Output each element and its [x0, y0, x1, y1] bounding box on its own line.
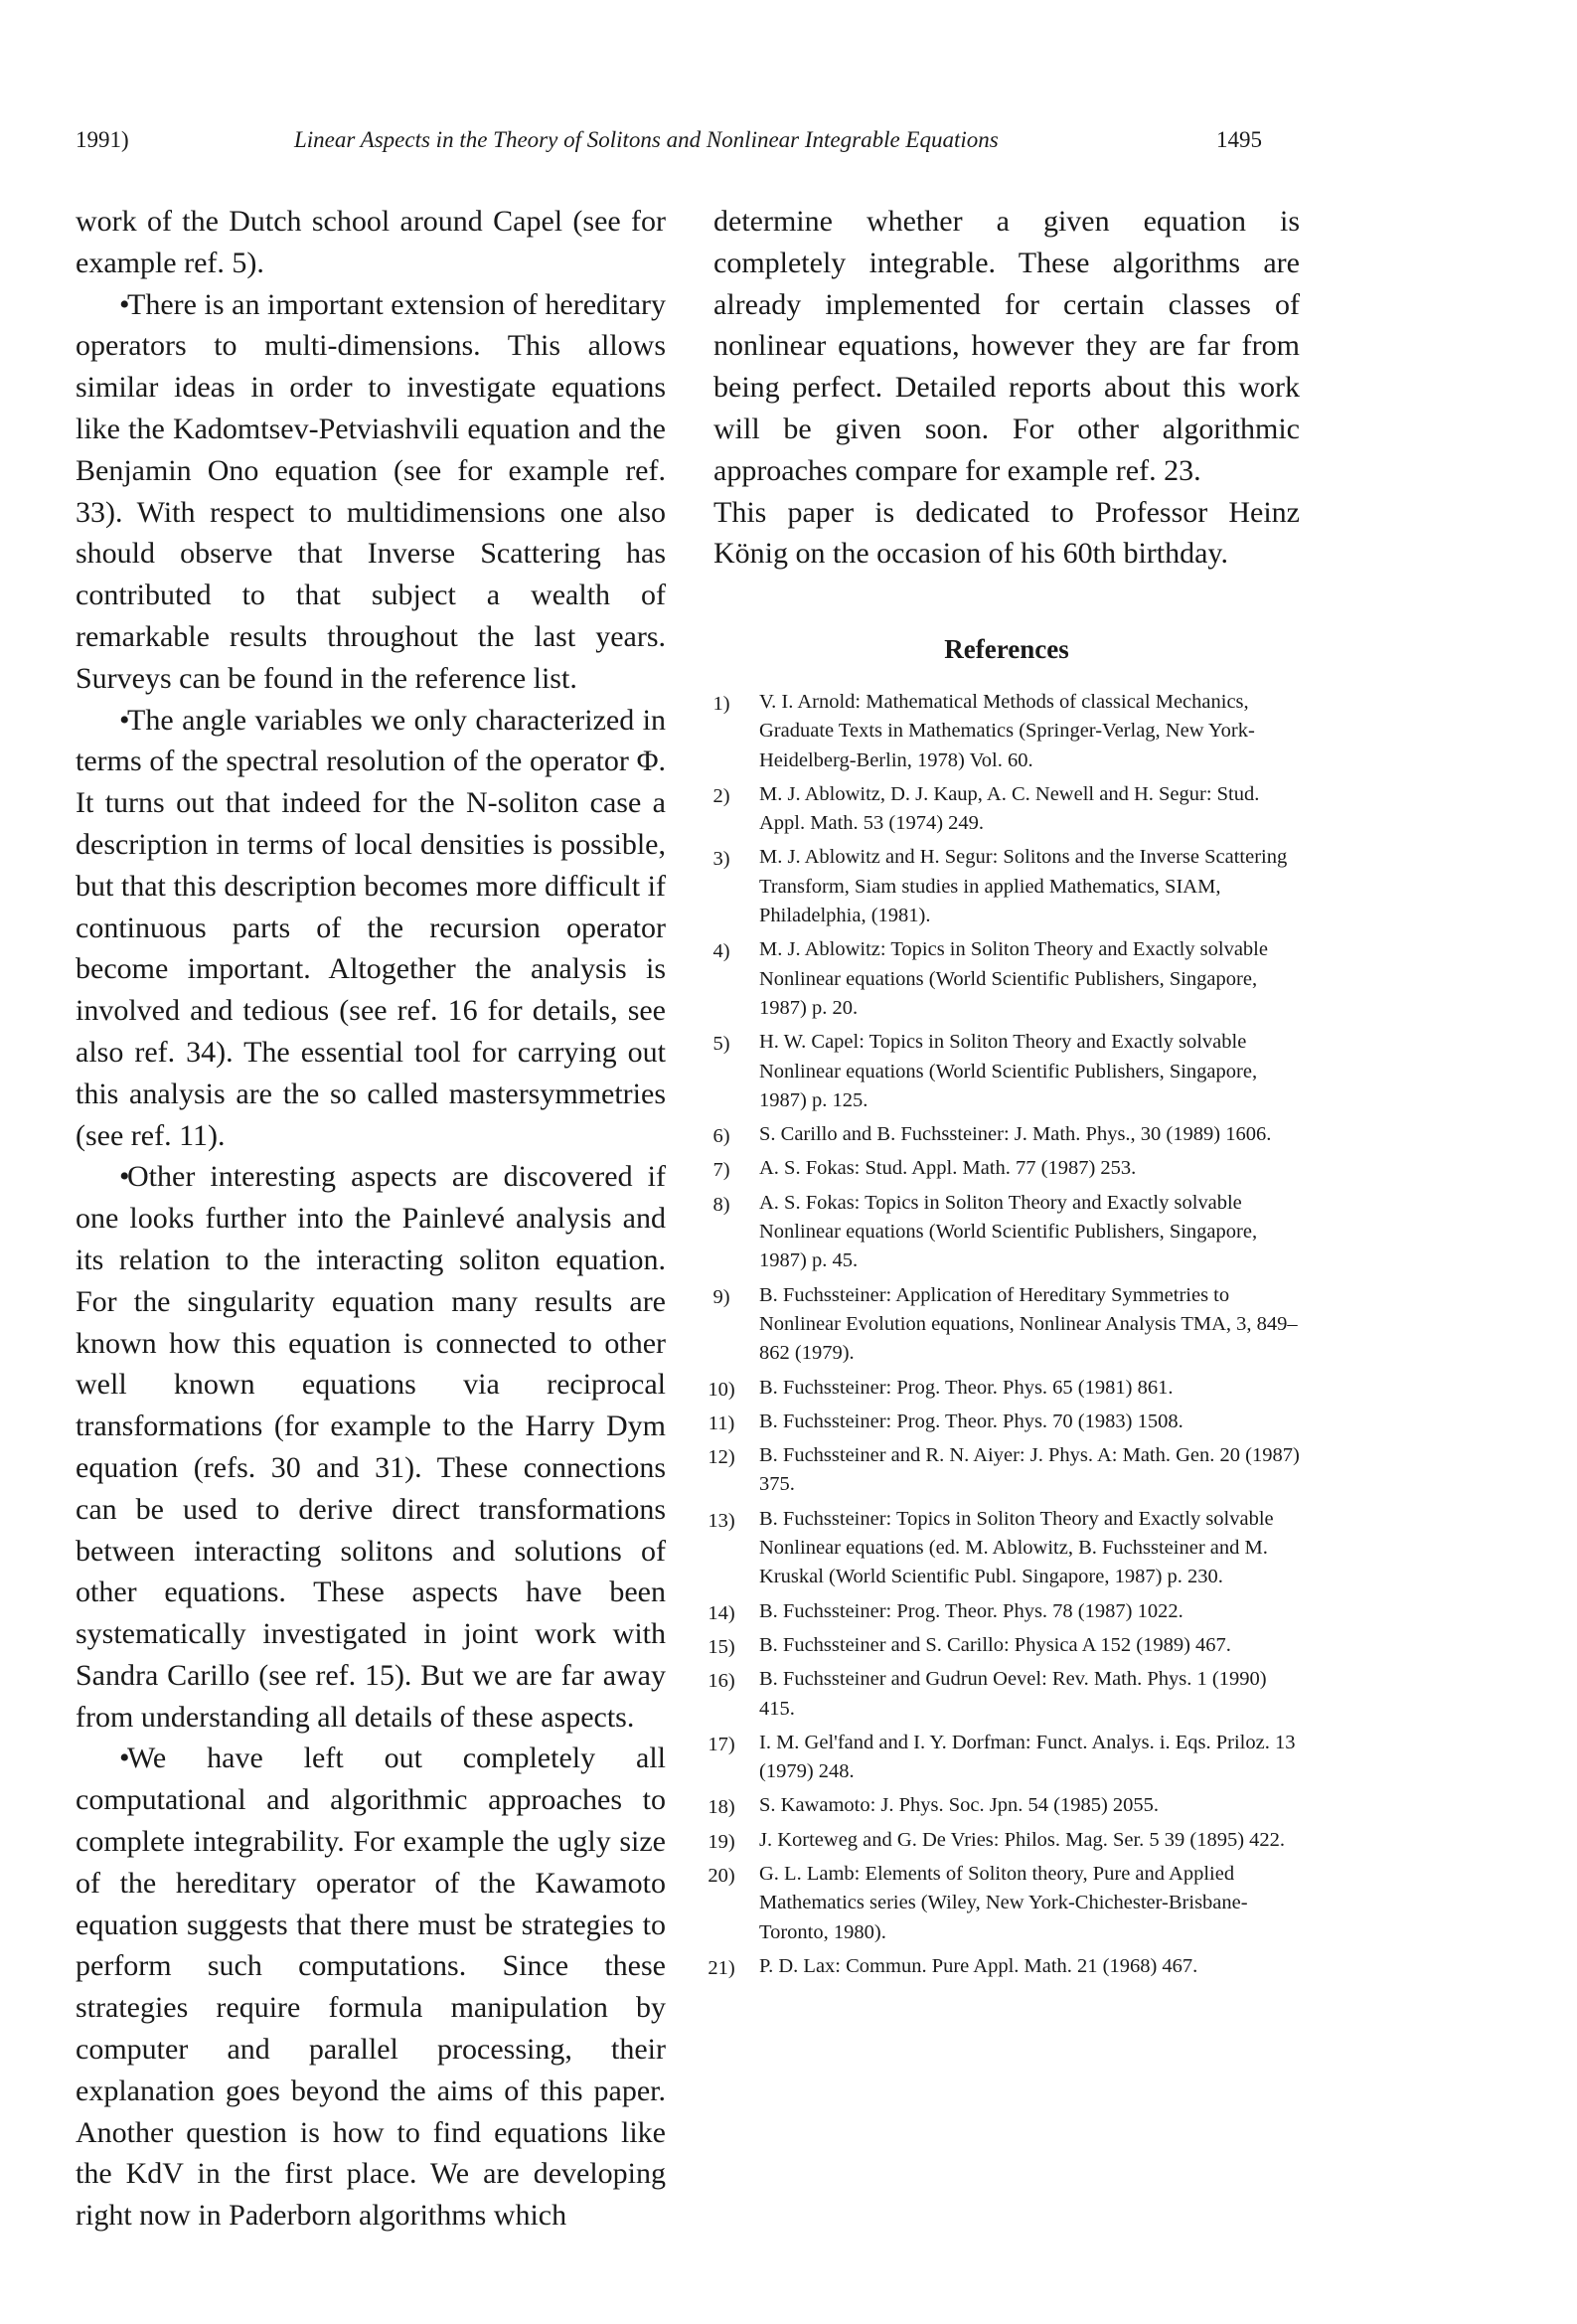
reference-item [702, 843, 1302, 930]
reference-item [702, 1860, 1302, 1947]
reference-number: 10) [708, 1378, 735, 1401]
paragraph-text: Other interesting aspects are discovered if one looks further into the Painlevé analysis and its relation to the interacting soliton equation. For the singularity equation many results are known how this equation is connected to other well known equations via reciprocal transformations (for example to the Harry Dym equation (refs. 30 and 31). These connections can be used to derive direct transformations between interacting solitons and solutions of other equations. These aspects have been systematically investigated in joint work with Sandra Carillo (see ref. 15). But we are far away from understanding all details of these aspects. [76, 1160, 666, 1734]
running-header [76, 127, 1298, 167]
reference-number: 8) [712, 1193, 730, 1216]
reference-number: 6) [712, 1125, 730, 1148]
reference-item [702, 1154, 1302, 1183]
reference-number: 2) [712, 784, 730, 807]
left-column [76, 201, 666, 2237]
reference-text: J. Korteweg and G. De Vries: Philos. Mag. Ser. 5 39 (1895) 422. [759, 1828, 1286, 1851]
reference-number: 19) [708, 1830, 735, 1853]
reference-item [702, 780, 1302, 839]
reference-number: 20) [708, 1864, 735, 1887]
reference-text: H. W. Capel: Topics in Soliton Theory and Exactly solvable Nonlinear equations (World Scientific Publishers, Singapore, 1987) p. 125. [759, 1031, 1258, 1111]
reference-text: S. Carillo and B. Fuchssteiner: J. Math. Phys., 30 (1989) 1606. [759, 1123, 1272, 1146]
reference-text: B. Fuchssteiner: Prog. Theor. Phys. 78 (1987) 1022. [759, 1599, 1183, 1622]
reference-number: 17) [708, 1733, 735, 1755]
reference-text: A. S. Fokas: Topics in Soliton Theory and Exactly solvable Nonlinear equations (World Scientific Publishers, Singapore, 1987) p. 45. [759, 1191, 1258, 1272]
reference-number: 12) [708, 1446, 735, 1469]
reference-text: M. J. Ablowitz: Topics in Soliton Theory and Exactly solvable Nonlinear equations (World Scientific Publishers, Singapore, 1987) p. 20. [759, 938, 1268, 1019]
reference-text: M. J. Ablowitz and H. Segur: Solitons and the Inverse Scattering Transform, Siam studies in applied Mathematics, SIAM, Philadelphia, (1981). [759, 846, 1288, 927]
references-heading: References [944, 634, 1069, 664]
reference-number: 14) [708, 1601, 735, 1624]
reference-text: B. Fuchssteiner: Prog. Theor. Phys. 70 (1983) 1508. [759, 1410, 1183, 1432]
bullet-icon: • [119, 287, 130, 321]
header-year: 1991) [76, 127, 129, 152]
reference-text: V. I. Arnold: Mathematical Methods of classical Mechanics, Graduate Texts in Mathematics (Springer-Verlag, New York-Heidelberg-Berlin, 1978) Vol. 60. [759, 691, 1255, 771]
paragraph-text: There is an important extension of hereditary operators to multi-dimensions. This allows similar ideas in order to investigate equations like the Kadomtsev-Petviashvili equation and the Benjamin Ono equation (see for example ref. 33). With respect to multidimensions one also should observe that Inverse Scattering has contributed to that subject a wealth of remarkable results throughout the last years. Surveys can be found in the reference list. [76, 287, 666, 695]
reference-number: 1) [712, 693, 730, 715]
reference-text: I. M. Gel'fand and I. Y. Dorfman: Funct. Analys. i. Eqs. Priloz. 13 (1979) 248. [759, 1731, 1296, 1783]
reference-item [702, 1120, 1302, 1149]
reference-item [702, 688, 1302, 775]
reference-item [702, 1791, 1302, 1820]
paragraph: determine whether a given equation is completely integrable. These algorithms are already implemented for certain classes of nonlinear equations, however they are far from being perfect. Detailed reports about this work will be given soon. For other algorithmic approaches compare for example ref. 23. [713, 205, 1300, 487]
reference-text: B. Fuchssteiner: Topics in Soliton Theory and Exactly solvable Nonlinear equations (ed. M. Ablowitz, B. Fuchssteiner and M. Kruskal (World Scientific Publ. Singapore, 1987) p. 230. [759, 1507, 1274, 1588]
paragraph: work of the Dutch school around Capel (see for example ref. 5). [76, 205, 666, 279]
reference-item [702, 1408, 1302, 1436]
reference-text: B. Fuchssteiner: Prog. Theor. Phys. 65 (1981) 861. [759, 1376, 1174, 1399]
reference-text: A. S. Fokas: Stud. Appl. Math. 77 (1987) 253. [759, 1157, 1137, 1180]
bullet-paragraph [76, 700, 666, 1157]
reference-text: B. Fuchssteiner and S. Carillo: Physica A 152 (1989) 467. [759, 1633, 1231, 1656]
page-number: 1495 [1216, 127, 1262, 152]
bullet-icon: • [119, 1742, 130, 1775]
reference-number: 15) [708, 1635, 735, 1658]
reference-item [702, 1729, 1302, 1787]
bullet-paragraph [76, 1738, 666, 2237]
reference-item [702, 1826, 1302, 1855]
paragraph-text: The angle variables we only characterized in terms of the spectral resolution of the operator Φ. It turns out that indeed for the N-soliton case a description in terms of local densities is possible, but that this description becomes more difficult if continuous parts of the recursion operator become important. Altogether the analysis is involved and tedious (see ref. 16 for details, see also ref. 34). The essential tool for carrying out this analysis are the so called mastersymmetries (see ref. 11). [76, 703, 666, 1152]
reference-item [702, 1374, 1302, 1403]
reference-item [702, 1952, 1302, 1981]
reference-text: S. Kawamoto: J. Phys. Soc. Jpn. 54 (1985) 2055. [759, 1794, 1160, 1817]
right-column [713, 201, 1300, 575]
reference-text: P. D. Lax: Commun. Pure Appl. Math. 21 (1968) 467. [759, 1954, 1198, 1977]
dedication: This paper is dedicated to Professor Heinz König on the occasion of his 60th birthday. [713, 495, 1300, 571]
reference-number: 7) [712, 1159, 730, 1182]
reference-item [702, 1597, 1302, 1626]
bullet-paragraph [76, 284, 666, 700]
reference-item [702, 1665, 1302, 1724]
reference-number: 18) [708, 1796, 735, 1819]
reference-item [702, 1631, 1302, 1660]
reference-text: B. Fuchssteiner: Application of Hereditary Symmetries to Nonlinear Evolution equations, Nonlinear Analysis TMA, 3, 849–862 (1979). [759, 1283, 1298, 1365]
paragraph-text: We have left out completely all computational and algorithmic approaches to complete integrability. For example the ugly size of the hereditary operator of the Kawamoto equation suggests that there must be strategies to perform such computations. Since these strategies require formula manipulation by computer and parallel processing, their explanation goes beyond the aims of this paper. Another question is how to find equations like the KdV in the first place. We are developing right now in Paderborn algorithms which [76, 1742, 666, 2233]
reference-number: 16) [708, 1670, 735, 1693]
reference-item [702, 1028, 1302, 1115]
reference-number: 13) [708, 1509, 735, 1532]
reference-item [702, 1281, 1302, 1369]
reference-item [702, 1441, 1302, 1500]
reference-text: B. Fuchssteiner and Gudrun Oevel: Rev. Math. Phys. 1 (1990) 415. [759, 1668, 1267, 1720]
reference-item [702, 1505, 1302, 1592]
bullet-icon: • [119, 1160, 130, 1194]
reference-number: 5) [712, 1033, 730, 1056]
reference-text: B. Fuchssteiner and R. N. Aiyer: J. Phys. A: Math. Gen. 20 (1987) 375. [759, 1444, 1300, 1496]
reference-list [702, 688, 1302, 1986]
reference-number: 11) [708, 1411, 735, 1434]
bullet-icon: • [119, 703, 130, 737]
reference-number: 21) [708, 1956, 735, 1979]
reference-text: M. J. Ablowitz, D. J. Kaup, A. C. Newell and H. Segur: Stud. Appl. Math. 53 (1974) 249. [759, 782, 1260, 835]
reference-number: 9) [712, 1285, 730, 1308]
reference-number: 4) [712, 940, 730, 963]
reference-number: 3) [712, 848, 730, 871]
reference-item [702, 1189, 1302, 1276]
bullet-paragraph [76, 1156, 666, 1738]
reference-text: G. L. Lamb: Elements of Soliton theory, Pure and Applied Mathematics series (Wiley, New York-Chichester-Brisbane-Toronto, 1980). [759, 1862, 1248, 1943]
header-title: Linear Aspects in the Theory of Solitons and Nonlinear Integrable Equations [294, 127, 999, 152]
reference-item [702, 935, 1302, 1023]
